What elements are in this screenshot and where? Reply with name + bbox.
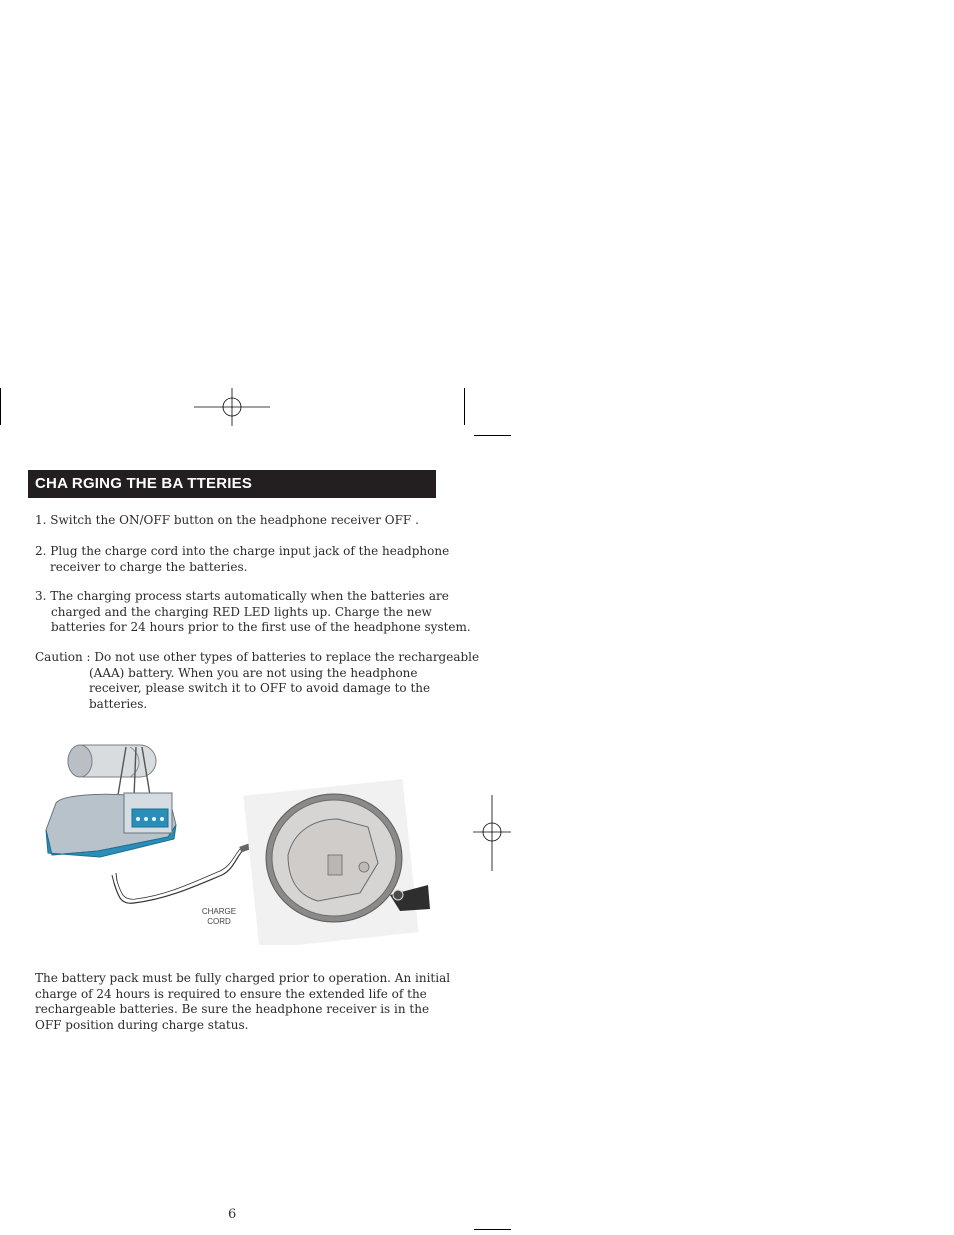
note-line-1: The battery pack must be fully charged prior to operation. An initial: [35, 971, 451, 985]
step-2-line-2: receiver to charge the batteries.: [50, 559, 248, 574]
caution-line-1: Caution : Do not use other types of batteries to replace the rechargeable: [35, 650, 480, 664]
crop-mark-bottom-right: [474, 1229, 511, 1230]
step-3-line-3: batteries for 24 hours prior to the first use of the headphone system.: [51, 620, 471, 634]
caution-line-4: batteries.: [89, 696, 148, 711]
charging-illustration: [38, 735, 438, 945]
step-1: [35, 513, 419, 529]
note-line-4: OFF position during charge status.: [35, 1017, 249, 1032]
step-3: [35, 589, 471, 636]
registration-crosshair-right: [473, 795, 511, 871]
caution-line-3: receiver, please switch it to OFF to avoid damage to the: [89, 681, 431, 695]
crop-mark-left: [0, 388, 1, 425]
crop-mark-top-right: [474, 435, 511, 436]
step-2: [35, 544, 449, 575]
charge-cord-label-line-2: CORD: [207, 917, 231, 926]
note-line-3: rechargeable batteries. Be sure the headphone receiver is in the: [35, 1002, 430, 1016]
step-3-line-2: charged and the charging RED LED lights up. Charge the new: [51, 604, 432, 619]
caution-line-2: (AAA) battery. When you are not using the headphone: [89, 665, 418, 680]
charge-cord-label: [198, 907, 240, 927]
step-2-line-1: 2. Plug the charge cord into the charge input jack of the headphone: [35, 544, 450, 558]
registration-crosshair-top: [194, 388, 270, 426]
step-3-line-1: 3. The charging process starts automatically when the batteries are: [35, 589, 449, 603]
section-title: CHA RGING THE BA TTERIES: [28, 470, 436, 498]
step-1-line-1: 1. Switch the ON/OFF button on the headphone receiver OFF .: [35, 513, 419, 527]
charge-cord-label-line-1: CHARGE: [201, 907, 237, 916]
caution-note: [35, 650, 479, 712]
page-number: 6: [228, 1207, 237, 1222]
battery-note: [35, 971, 450, 1033]
crop-mark-center: [464, 388, 465, 425]
note-line-2: charge of 24 hours is required to ensure the extended life of the: [35, 986, 427, 1001]
